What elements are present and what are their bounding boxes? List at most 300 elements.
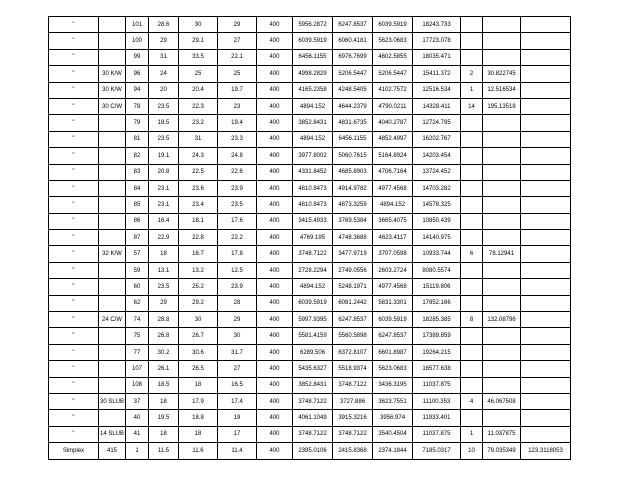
table-cell: 6601.8987 — [373, 344, 413, 360]
table-cell — [99, 33, 126, 49]
table-cell: 5518.9374 — [333, 361, 373, 377]
table-cell: 6039.5919 — [373, 17, 413, 33]
table-cell: 26.7 — [179, 328, 218, 344]
table-cell: 19264.215 — [413, 344, 461, 360]
table-cell: 400 — [257, 410, 293, 426]
table-cell: 24 C/W — [99, 312, 126, 328]
table-cell: 6456.1155 — [333, 131, 373, 147]
table-cell — [521, 361, 571, 377]
table-cell: 29.2 — [179, 295, 218, 311]
table-cell: 20 — [149, 82, 179, 98]
table-cell: 5623.0683 — [373, 33, 413, 49]
table-row — [49, 312, 571, 328]
table-cell: 5435.6327 — [293, 361, 333, 377]
table-cell: 22.9 — [149, 230, 179, 246]
table-cell: 29 — [218, 312, 257, 328]
table-cell: 27 — [218, 361, 257, 377]
table-cell: 25 — [218, 66, 257, 82]
table-cell — [461, 410, 483, 426]
table-cell: 30.2 — [149, 344, 179, 360]
table-cell — [461, 49, 483, 65]
table-cell: 22.8 — [179, 230, 218, 246]
table-cell: " — [49, 410, 99, 426]
table-cell: 6247.8537 — [333, 17, 373, 33]
table-cell: 3748.7122 — [333, 426, 373, 442]
table-cell — [461, 279, 483, 295]
table-cell — [483, 164, 521, 180]
table-cell: 84 — [126, 180, 149, 196]
table-cell: 10 — [461, 443, 483, 459]
table-cell — [99, 164, 126, 180]
table-cell: 4602.5855 — [373, 49, 413, 65]
table-cell — [461, 328, 483, 344]
table-cell: 60 — [126, 279, 149, 295]
table-cell: 132.08796 — [483, 312, 521, 328]
table-cell — [461, 197, 483, 213]
table-cell: 3852.8431 — [293, 115, 333, 131]
table-cell: 23.1 — [149, 180, 179, 196]
table-cell: 17.6 — [218, 213, 257, 229]
table-cell — [521, 262, 571, 278]
table-cell: 31 — [149, 49, 179, 65]
table-cell: " — [49, 213, 99, 229]
table-cell: 28.8 — [149, 312, 179, 328]
table-cell: 6456.1155 — [293, 49, 333, 65]
table-cell: 400 — [257, 426, 293, 442]
table-cell — [483, 197, 521, 213]
table-cell — [99, 180, 126, 196]
table-cell: 3623.7551 — [373, 393, 413, 409]
table-cell: 33.5 — [179, 49, 218, 65]
table-row — [49, 17, 571, 33]
table-cell — [521, 33, 571, 49]
table-cell — [99, 262, 126, 278]
table-cell: " — [49, 377, 99, 393]
table-cell: 4748.3688 — [333, 230, 373, 246]
table-cell: 3665.4075 — [373, 213, 413, 229]
table-cell: " — [49, 115, 99, 131]
table-cell: " — [49, 361, 99, 377]
table-cell: 400 — [257, 312, 293, 328]
table-cell — [461, 180, 483, 196]
table-cell: 400 — [257, 17, 293, 33]
table-cell: " — [49, 197, 99, 213]
table-cell: 5623.0683 — [373, 361, 413, 377]
table-row — [49, 262, 571, 278]
table-cell: 26.8 — [149, 328, 179, 344]
table-row — [49, 115, 571, 131]
table-cell: 79 — [126, 115, 149, 131]
table-cell: 10850.439 — [413, 213, 461, 229]
table-cell: 19.1 — [149, 148, 179, 164]
table-cell: 4810.8473 — [293, 197, 333, 213]
table-cell: 400 — [257, 115, 293, 131]
table-cell — [99, 230, 126, 246]
table-cell: 74 — [126, 312, 149, 328]
table-cell: " — [49, 328, 99, 344]
table-cell: 415 — [99, 443, 126, 459]
table-cell: 6 — [461, 246, 483, 262]
table-cell: 17952.166 — [413, 295, 461, 311]
table-cell: 46.067508 — [483, 393, 521, 409]
table-cell: 5248.1971 — [333, 279, 373, 295]
table-row — [49, 180, 571, 196]
table-cell: 18035.471 — [413, 49, 461, 65]
table-cell: 8 — [461, 312, 483, 328]
table-cell: 24.8 — [218, 148, 257, 164]
table-cell — [521, 148, 571, 164]
table-cell: 30 — [179, 312, 218, 328]
table-cell: 4248.5405 — [333, 82, 373, 98]
table-cell: 75 — [126, 328, 149, 344]
table-cell: 94 — [126, 82, 149, 98]
table-cell: 16.7 — [179, 246, 218, 262]
table-cell: 400 — [257, 49, 293, 65]
table-cell: 16.5 — [218, 377, 257, 393]
table-cell: 31.7 — [218, 344, 257, 360]
table-cell: 6372.8107 — [333, 344, 373, 360]
table-cell: 4061.1049 — [293, 410, 333, 426]
table-cell: 3748.7122 — [293, 393, 333, 409]
table-cell: 12724.795 — [413, 115, 461, 131]
table-cell: 4644.2379 — [333, 98, 373, 114]
table-cell: 5206.5447 — [333, 66, 373, 82]
table-cell: 57 — [126, 246, 149, 262]
table-cell — [461, 361, 483, 377]
table-cell — [521, 164, 571, 180]
table-cell: 77 — [126, 344, 149, 360]
table-cell: 400 — [257, 98, 293, 114]
table-cell: 400 — [257, 246, 293, 262]
table-cell — [483, 328, 521, 344]
table-cell: 6247.8537 — [333, 312, 373, 328]
table-cell: 400 — [257, 131, 293, 147]
table-cell: 4894.152 — [293, 98, 333, 114]
table-cell — [99, 49, 126, 65]
table-cell: 25 — [179, 66, 218, 82]
table-cell: 400 — [257, 164, 293, 180]
table-cell: 6060.4181 — [333, 33, 373, 49]
table-row — [49, 66, 571, 82]
table-cell — [521, 213, 571, 229]
table-cell — [483, 131, 521, 147]
table-cell: 108 — [126, 377, 149, 393]
table-cell: 59 — [126, 262, 149, 278]
table-cell: 11.037875 — [483, 426, 521, 442]
table-cell: " — [49, 295, 99, 311]
table-cell — [99, 295, 126, 311]
table-cell: 3915.3216 — [333, 410, 373, 426]
table-cell — [461, 213, 483, 229]
table-cell: 37 — [126, 393, 149, 409]
table-cell: 19 — [218, 410, 257, 426]
table-cell: 400 — [257, 148, 293, 164]
table-cell — [483, 17, 521, 33]
table-cell — [521, 17, 571, 33]
table-cell: 41 — [126, 426, 149, 442]
table-cell: " — [49, 426, 99, 442]
table-cell: 19.5 — [149, 410, 179, 426]
table-cell: " — [49, 180, 99, 196]
table-cell: 23.2 — [179, 115, 218, 131]
table-cell — [521, 246, 571, 262]
table-cell: 3748.7122 — [293, 426, 333, 442]
table-cell: 3748.7122 — [333, 377, 373, 393]
table-cell: 400 — [257, 295, 293, 311]
table-cell: 1 — [461, 426, 483, 442]
table-cell: 30 C/W — [99, 98, 126, 114]
table-cell: 3707.0598 — [373, 246, 413, 262]
table-cell — [483, 262, 521, 278]
table-cell: 23.5 — [149, 98, 179, 114]
table-cell — [521, 344, 571, 360]
table-cell: 2395.0106 — [293, 443, 333, 459]
table-cell: 19.7 — [218, 82, 257, 98]
table-cell: 2415.8368 — [333, 443, 373, 459]
table-row — [49, 426, 571, 442]
table-cell — [521, 377, 571, 393]
table-cell: 4706.7164 — [373, 164, 413, 180]
table-cell: 22.2 — [218, 230, 257, 246]
table-cell: 30 K/W — [99, 66, 126, 82]
table-cell — [461, 230, 483, 246]
table-cell — [483, 410, 521, 426]
table-cell: 2374.1844 — [373, 443, 413, 459]
table-cell — [521, 426, 571, 442]
table-cell: 14578.325 — [413, 197, 461, 213]
table-cell: 5831.3301 — [373, 295, 413, 311]
table-cell: 400 — [257, 82, 293, 98]
table-cell — [99, 328, 126, 344]
table-cell: 107 — [126, 361, 149, 377]
table-cell: 18285.385 — [413, 312, 461, 328]
table-cell: 4873.3259 — [333, 197, 373, 213]
table-cell: 4914.9782 — [333, 180, 373, 196]
table-cell: 400 — [257, 279, 293, 295]
table-cell: 3956.974 — [373, 410, 413, 426]
table-cell: 18.5 — [149, 377, 179, 393]
table-cell: 400 — [257, 33, 293, 49]
table-cell: 99 — [126, 49, 149, 65]
table-cell: 101 — [126, 17, 149, 33]
table-cell: 2 — [461, 66, 483, 82]
table-cell: 4623.4117 — [373, 230, 413, 246]
table-cell: 87 — [126, 230, 149, 246]
table-cell — [99, 115, 126, 131]
table-cell: 78.12941 — [483, 246, 521, 262]
table-cell: 5060.7615 — [333, 148, 373, 164]
table-cell: 62 — [126, 295, 149, 311]
table-cell — [521, 230, 571, 246]
table-row — [49, 197, 571, 213]
table-cell: 6039.5919 — [293, 295, 333, 311]
table-cell: " — [49, 246, 99, 262]
table-cell — [483, 344, 521, 360]
table-cell: 14703.282 — [413, 180, 461, 196]
table-cell: 2749.0556 — [333, 262, 373, 278]
table-cell: 1 — [461, 82, 483, 98]
table-cell: 25.2 — [179, 279, 218, 295]
table-cell: 11.6 — [179, 443, 218, 459]
table-cell — [99, 148, 126, 164]
table-cell: 17.8 — [218, 246, 257, 262]
table-cell: 400 — [257, 393, 293, 409]
table-cell: 30 — [179, 17, 218, 33]
table-cell: 5956.2872 — [293, 17, 333, 33]
table-cell: 30.6 — [179, 344, 218, 360]
table-cell: 100 — [126, 33, 149, 49]
table-cell: 3769.5384 — [333, 213, 373, 229]
table-cell: 18.8 — [179, 410, 218, 426]
table-cell — [99, 410, 126, 426]
table-cell: 23.5 — [149, 279, 179, 295]
table-cell: 13724.452 — [413, 164, 461, 180]
table-cell — [483, 148, 521, 164]
table-cell: 18 — [149, 246, 179, 262]
table-cell — [461, 131, 483, 147]
table-cell: 1 — [126, 443, 149, 459]
table-cell: 11037.875 — [413, 377, 461, 393]
table-cell: 400 — [257, 262, 293, 278]
table-cell: 31 — [179, 131, 218, 147]
table-cell — [521, 98, 571, 114]
table-row — [49, 393, 571, 409]
table-cell: 195.13518 — [483, 98, 521, 114]
table-cell: 5997.9395 — [293, 312, 333, 328]
table-cell: 400 — [257, 197, 293, 213]
table-cell: 12.5 — [218, 262, 257, 278]
table-cell — [461, 344, 483, 360]
table-cell — [461, 17, 483, 33]
table-cell: 18.5 — [149, 115, 179, 131]
table-cell: 16202.767 — [413, 131, 461, 147]
table-cell — [461, 148, 483, 164]
table-cell: 6039.5919 — [293, 33, 333, 49]
table-cell: 4977.4568 — [373, 279, 413, 295]
table-cell — [521, 393, 571, 409]
table-cell: 17 — [218, 426, 257, 442]
table-cell: 6247.8537 — [373, 328, 413, 344]
table-cell — [521, 197, 571, 213]
table-cell: 4894.152 — [293, 131, 333, 147]
table-cell: 3540.4504 — [373, 426, 413, 442]
table-cell: 3852.8431 — [293, 377, 333, 393]
table-row — [49, 443, 571, 459]
table-row — [49, 230, 571, 246]
table-cell: 400 — [257, 213, 293, 229]
table-cell — [521, 328, 571, 344]
table-cell: 14203.454 — [413, 148, 461, 164]
table-cell: 18.1 — [179, 213, 218, 229]
table-cell: 30 — [218, 328, 257, 344]
table-cell: 6976.7699 — [333, 49, 373, 65]
data-table — [48, 16, 571, 460]
table-cell — [461, 33, 483, 49]
table-cell: 11100.353 — [413, 393, 461, 409]
table-cell: 19.4 — [218, 115, 257, 131]
table-cell: 400 — [257, 377, 293, 393]
table-cell: 20.4 — [179, 82, 218, 98]
table-cell: 3415.4933 — [293, 213, 333, 229]
table-row — [49, 410, 571, 426]
table-cell: " — [49, 49, 99, 65]
table-cell — [483, 180, 521, 196]
table-cell: 4769.195 — [293, 230, 333, 246]
table-cell — [483, 361, 521, 377]
table-cell: 13.2 — [179, 262, 218, 278]
table-cell: 23.5 — [218, 197, 257, 213]
table-cell: 14 — [461, 98, 483, 114]
table-cell: 4331.8452 — [293, 164, 333, 180]
table-cell: 123.3118053 — [521, 443, 571, 459]
table-cell: " — [49, 33, 99, 49]
table-cell: 3477.9719 — [333, 246, 373, 262]
table-cell — [461, 115, 483, 131]
table-row — [49, 328, 571, 344]
table-cell — [521, 49, 571, 65]
table-cell: 78 — [126, 98, 149, 114]
table-cell — [521, 66, 571, 82]
table-cell: 23.5 — [149, 131, 179, 147]
table-cell: 82 — [126, 148, 149, 164]
table-cell: 4831.6735 — [333, 115, 373, 131]
table-cell: 32 K/W — [99, 246, 126, 262]
table-cell: 18 — [149, 393, 179, 409]
table-cell: 5560.5898 — [333, 328, 373, 344]
table-cell: 23.6 — [179, 180, 218, 196]
table-cell: 4102.7572 — [373, 82, 413, 98]
table-cell: 11.5 — [149, 443, 179, 459]
table-cell — [99, 197, 126, 213]
table-cell: 24.3 — [179, 148, 218, 164]
table-cell: 28 — [218, 295, 257, 311]
table-cell — [483, 213, 521, 229]
table-cell — [99, 361, 126, 377]
table-cell: 400 — [257, 230, 293, 246]
table-cell: 23.3 — [218, 131, 257, 147]
table-cell — [483, 230, 521, 246]
table-cell — [99, 344, 126, 360]
table-cell — [483, 33, 521, 49]
table-cell: 22.6 — [218, 164, 257, 180]
table-cell: " — [49, 164, 99, 180]
table-cell — [461, 295, 483, 311]
table-cell — [521, 131, 571, 147]
table-cell: 18 — [179, 426, 218, 442]
table-cell — [483, 295, 521, 311]
table-cell: " — [49, 82, 99, 98]
table-cell — [483, 377, 521, 393]
table-cell: 29 — [149, 33, 179, 49]
table-cell: 14140.975 — [413, 230, 461, 246]
table-cell — [483, 115, 521, 131]
table-cell — [521, 115, 571, 131]
table-cell — [99, 279, 126, 295]
table-cell: 400 — [257, 443, 293, 459]
table-cell: 83 — [126, 164, 149, 180]
table-cell: 4894.152 — [373, 197, 413, 213]
table-cell: 30.822745 — [483, 66, 521, 82]
table-cell: 22.3 — [179, 98, 218, 114]
table-cell — [99, 17, 126, 33]
table-cell: " — [49, 393, 99, 409]
table-row — [49, 131, 571, 147]
table-cell — [521, 295, 571, 311]
table-cell: 40 — [126, 410, 149, 426]
table-cell — [521, 82, 571, 98]
table-cell: " — [49, 279, 99, 295]
table-cell: 29.1 — [179, 33, 218, 49]
